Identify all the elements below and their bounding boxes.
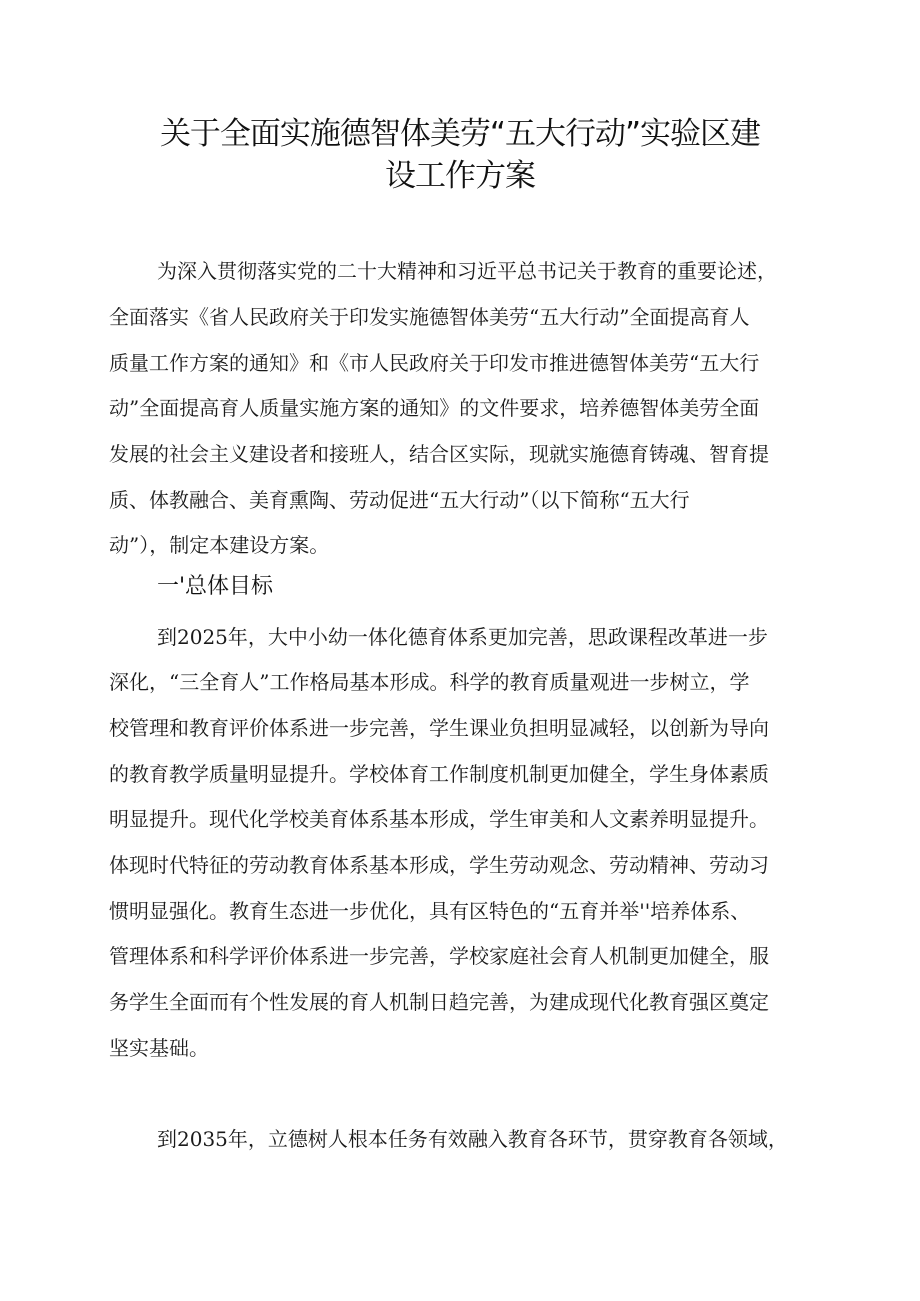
section-heading-overall-goals: 一'总体目标	[157, 574, 274, 599]
para-2025-line-3: 校管理和教育评价体系进一步完善，学生课业负担明显减轻，以创新为导向	[109, 716, 769, 740]
para-2035-line-1: 到2035年，立德树人根本任务有效融入教育各环节，贯穿教育各领域，	[157, 1127, 788, 1151]
para-2025-line-4: 的教育教学质量明显提升。学校体育工作制度机制更加健全，学生身体素质	[109, 762, 769, 786]
intro-line-5: 发展的社会主义建设者和接班人，结合区实际，现就实施德育铸魂、智育提	[109, 442, 769, 466]
para-2025-line-5: 明显提升。现代化学校美育体系基本形成，学生审美和人文素养明显提升。	[109, 807, 769, 831]
intro-line-1: 为深入贯彻落实党的二十大精神和习近平总书记关于教育的重要论述，	[157, 259, 777, 283]
document-title-line-1: 关于全面实施德智体美劳“五大行动”实验区建	[159, 116, 761, 152]
para-2025-line-8: 管理体系和科学评价体系进一步完善，学校家庭社会育人机制更加健全，服	[109, 944, 769, 968]
intro-line-2: 全面落实《省人民政府关于印发实施德智体美劳“五大行动”全面提高育人	[109, 305, 750, 329]
para-2025-line-2: 深化，“三全育人”工作格局基本形成。科学的教育质量观进一步树立，学	[109, 670, 750, 694]
para-2025-line-9: 务学生全面而有个性发展的育人机制日趋完善，为建成现代化教育强区奠定	[109, 990, 769, 1014]
para-2025-line-1: 到2025年，大中小幼一体化德育体系更加完善，思政课程改革进一步	[157, 625, 768, 649]
intro-line-6: 质、体教融合、美育熏陶、劳动促进“五大行动”（以下简称“五大行	[109, 488, 690, 512]
intro-line-7: 动”），制定本建设方案。	[109, 533, 330, 557]
para-2025-line-6: 体现时代特征的劳动教育体系基本形成，学生劳动观念、劳动精神、劳动习	[109, 853, 769, 877]
para-2025-line-7: 惯明显强化。教育生态进一步优化，具有区特色的“五育并举''培养体系、	[109, 899, 751, 923]
intro-line-4: 动”全面提高育人质量实施方案的通知》的文件要求，培养德智体美劳全面	[109, 396, 760, 420]
para-2025-line-10: 坚实基础。	[109, 1036, 209, 1060]
intro-line-3: 质量工作方案的通知》和《市人民政府关于印发市推进德智体美劳“五大行	[109, 351, 760, 375]
document-title-line-2: 设工作方案	[385, 158, 535, 194]
